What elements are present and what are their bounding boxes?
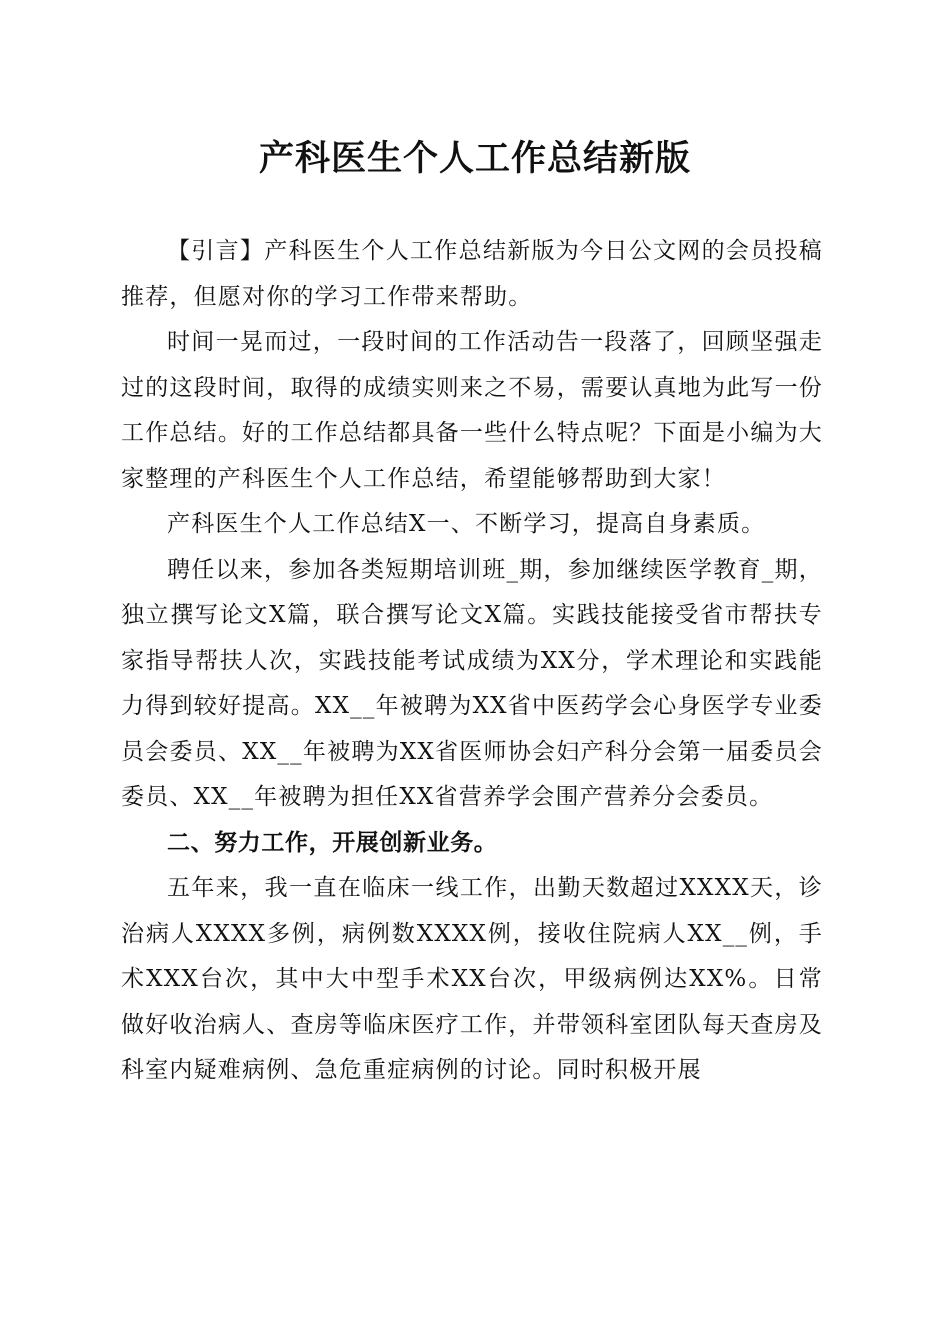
body-paragraph: 五年来，我一直在临床一线工作，出勤天数超过XXXX天，诊治病人XXXX多例，病例数XXXX例，接收住院病人XX__例，手术XXX台次，其中大中型手术XX台次，甲级病例达XX%。日常做好收治病人、查房等临床医疗工作，并带领科室团队每天查房及科室内疑难病例、急危重症病例的讨论。同时积极开展 [121, 875, 823, 1083]
document-title: 产科医生个人工作总结新版 [258, 138, 691, 179]
document-body [121, 229, 823, 1094]
section-two-heading: 二、努力工作，开展创新业务。 [167, 829, 498, 856]
section-one-heading: 产科医生个人工作总结X一、不断学习，提高自身素质。 [167, 511, 766, 537]
intro-paragraph: 【引言】产科医生个人工作总结新版为今日公文网的会员投稿推荐，但愿对你的学习工作带来帮助。 [121, 238, 823, 310]
body-paragraph: 时间一晃而过，一段时间的工作活动告一段落了，回顾坚强走过的这段时间，取得的成绩实则来之不易，需要认真地为此写一份工作总结。好的工作总结都具备一些什么特点呢？下面是小编为大家整理的产科医生个人工作总结，希望能够帮助到大家！ [121, 329, 823, 492]
body-paragraph: 聘任以来，参加各类短期培训班_期，参加继续医学教育_期，独立撰写论文X篇，联合撰写论文X篇。实践技能接受省市帮扶专家指导帮扶人次，实践技能考试成绩为XX分，学术理论和实践能力得到较好提高。XX__年被聘为XX省中医药学会心身医学专业委员会委员、XX__年被聘为XX省医师协会妇产科分会第一届委员会委员、XX__年被聘为担任XX省营养学会围产营养分会委员。 [121, 556, 823, 810]
